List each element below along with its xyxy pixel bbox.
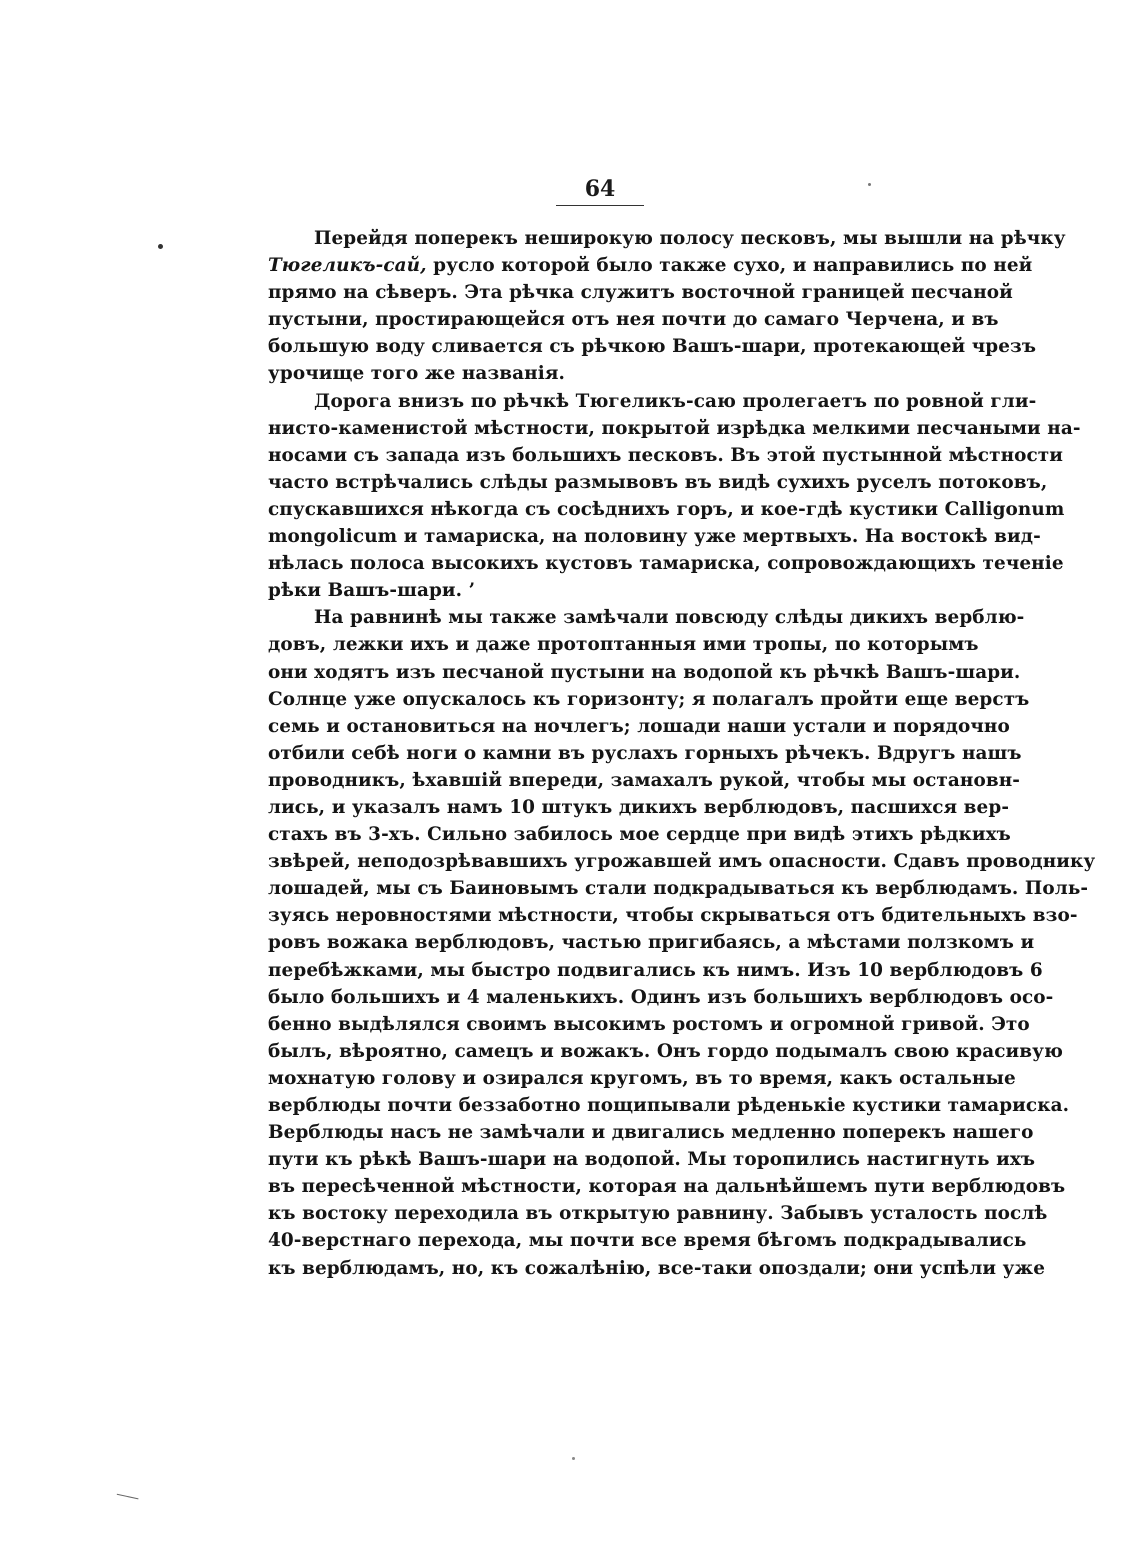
italic-river-name: Тюгеликъ-сай,: [268, 255, 427, 277]
text-line: прямо на сѣверъ. Эта рѣчка служитъ восточной границей песчаной: [268, 282, 1013, 304]
text-line: пути къ рѣкѣ Вашъ-шари на водопой. Мы торопились настигнуть ихъ: [268, 1149, 1036, 1171]
print-speck: [868, 183, 871, 186]
print-speck: [572, 1457, 575, 1460]
text-line: мохнатую голову и озирался кругомъ, въ то время, какъ остальные: [268, 1067, 1016, 1089]
text-line: На равнинѣ мы также замѣчали повсюду слѣды дикихъ верблю-: [314, 607, 1025, 629]
page-number-rule: [556, 205, 644, 206]
text-line: къ востоку переходила въ открытую равнину. Забывъ усталость послѣ: [268, 1203, 1048, 1225]
margin-mark: [116, 1494, 139, 1505]
text-line: Солнце уже опускалось къ горизонту; я полагалъ пройти еще верстъ: [268, 688, 1030, 710]
text-line: нисто-каменистой мѣстности, покрытой изрѣдка мелкими песчаными на-: [268, 417, 1081, 439]
text-line: большую воду сливается съ рѣчкою Вашъ-шари, протекающей чрезъ: [268, 336, 1037, 358]
text-line: лись, и указалъ намъ 10 штукъ дикихъ верблюдовъ, пасшихся вер-: [268, 796, 1010, 818]
text-line: 40-верстнаго перехода, мы почти все время бѣгомъ подкрадывались: [268, 1230, 1027, 1252]
text-line: довъ, лежки ихъ и даже протоптанныя ими тропы, по которымъ: [268, 634, 979, 656]
text-line: mongolicum и тамариска, на половину уже мертвыхъ. На востокѣ вид-: [268, 526, 1041, 548]
page-number: 64: [584, 176, 616, 202]
text-line: урочище того же названія.: [268, 363, 566, 385]
text-line: спускавшихся нѣкогда съ сосѣднихъ горъ, и кое-гдѣ кустики Calligonum: [268, 498, 1065, 520]
text-line: къ верблюдамъ, но, къ сожалѣнію, все-таки опоздали; они успѣли уже: [268, 1257, 1045, 1279]
text-line: Перейдя поперекъ неширокую полосу песковъ, мы вышли на рѣчку: [314, 228, 1066, 249]
text-line: былъ, вѣроятно, самецъ и вожакъ. Онъ гордо подымалъ свою красивую: [268, 1040, 1063, 1062]
text-line: рѣки Вашъ-шари. ’: [268, 580, 476, 602]
text-line: звѣрей, неподозрѣвавшихъ угрожавшей имъ опасности. Сдавъ проводнику: [268, 851, 1096, 873]
text-line: стахъ въ 3-хъ. Сильно забилось мое сердце при видѣ этихъ рѣдкихъ: [268, 824, 1011, 846]
print-speck: [158, 244, 163, 249]
text-line: проводникъ, ѣхавшій впереди, замахалъ рукой, чтобы мы остановн-: [268, 769, 1021, 791]
text-line: въ пересѣченной мѣстности, которая на дальнѣйшемъ пути верблюдовъ: [268, 1176, 1066, 1198]
text-line: бенно выдѣлялся своимъ высокимъ ростомъ и огромной гривой. Это: [268, 1013, 1030, 1035]
body-text: [268, 225, 1096, 1282]
text-line: верблюды почти беззаботно пощипывали рѣденькіе кустики тамариска.: [268, 1095, 1070, 1116]
text-line: перебѣжками, мы быстро подвигались къ нимъ. Изъ 10 верблюдовъ 6: [268, 959, 1043, 981]
text-line-rest: русло которой было также сухо, и направились по ней: [433, 255, 1033, 277]
text-line: было большихъ и 4 маленькихъ. Одинъ изъ большихъ верблюдовъ осо-: [268, 986, 1054, 1008]
text-line: Дорога внизъ по рѣчкѣ Тюгеликъ-саю пролегаетъ по ровной гли-: [314, 390, 1037, 412]
text-line: нѣлась полоса высокихъ кустовъ тамариска, сопровождающихъ теченіе: [268, 553, 1064, 575]
text-line: зуясь неровностями мѣстности, чтобы скрываться отъ бдительныхъ взо-: [268, 905, 1078, 927]
text-line: носами съ запада изъ большихъ песковъ. Въ этой пустынной мѣстности: [268, 444, 1064, 466]
text-line: ровъ вожака верблюдовъ, частью пригибаясь, а мѣстами ползкомъ и: [268, 932, 1035, 954]
text-line: [268, 252, 1033, 279]
text-line: лошадей, мы съ Баиновымъ стали подкрадываться къ верблюдамъ. Поль-: [268, 878, 1089, 900]
text-line: часто встрѣчались слѣды размывовъ въ видѣ сухихъ руселъ потоковъ,: [268, 471, 1048, 493]
text-line: пустыни, простирающейся отъ нея почти до самаго Черчена, и въ: [268, 309, 999, 331]
text-line: семь и остановиться на ночлегъ; лошади наши устали и порядочно: [268, 715, 1010, 737]
text-line: отбили себѣ ноги о камни въ руслахъ горныхъ рѣчекъ. Вдругъ нашъ: [268, 742, 1022, 764]
text-line: они ходятъ изъ песчаной пустыни на водопой къ рѣчкѣ Вашъ-шари.: [268, 661, 1021, 683]
text-line: Верблюды насъ не замѣчали и двигались медленно поперекъ нашего: [268, 1122, 1034, 1144]
